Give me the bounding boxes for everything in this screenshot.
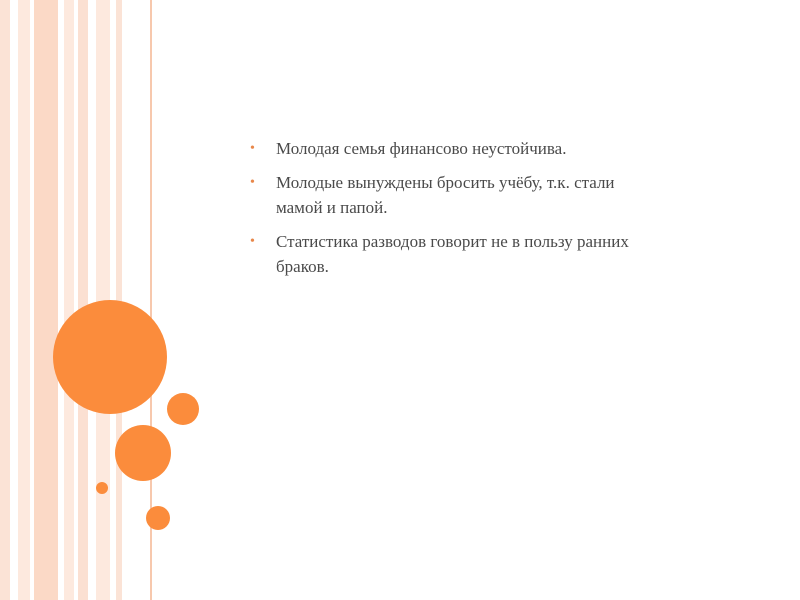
decorative-stripe [78, 0, 88, 600]
bullet-item [250, 170, 660, 220]
bullet-icon: • [250, 141, 255, 156]
decorative-stripe [18, 0, 30, 600]
bullet-item [250, 229, 660, 279]
decorative-stripe [0, 0, 10, 600]
decorative-circle-large [53, 300, 167, 414]
bullet-icon: • [250, 175, 255, 190]
decorative-circle-small [146, 506, 170, 530]
bullet-text: Статистика разводов говорит не в пользу ранних браков. [276, 232, 629, 276]
bullet-text: Молодая семья финансово неустойчива. [276, 139, 567, 158]
bullet-list [250, 136, 660, 288]
bullet-text: Молодые вынуждены бросить учёбу, т.к. стали мамой и папой. [276, 173, 615, 217]
bullet-icon: • [250, 234, 255, 249]
decorative-circle-small [167, 393, 199, 425]
decorative-circle-medium [115, 425, 171, 481]
decorative-stripe [64, 0, 74, 600]
bullet-item [250, 136, 660, 161]
decorative-stripe [34, 0, 58, 600]
decorative-circle-tiny [96, 482, 108, 494]
